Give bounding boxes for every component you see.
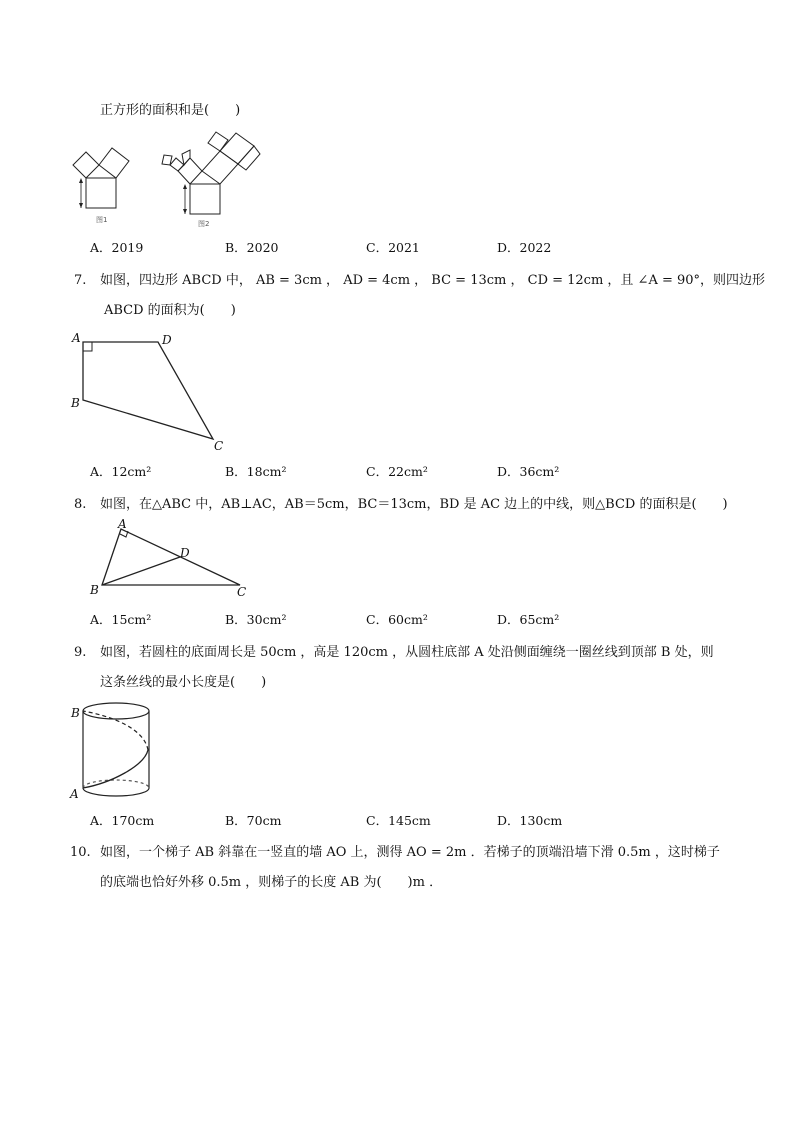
- q9-stem-line1: 如图，若圆柱的底面周长是 50cm ，高是 120cm ，从圆柱底部 A 处沿侧面缠绕一圈丝线到顶部 B 处，则: [100, 645, 714, 660]
- q7-stem-line2: ABCD 的面积为( ): [104, 303, 236, 318]
- q8-option-d: D．65cm²: [497, 612, 560, 627]
- q9-option-c: C．145cm: [366, 813, 431, 828]
- q8-figure-triangle: [84, 516, 254, 600]
- q9-option-d: D．130cm: [497, 813, 563, 828]
- q6-figure-2: [158, 128, 268, 230]
- q8-option-b: B．30cm²: [225, 612, 287, 627]
- q7-option-c: C．22cm²: [366, 464, 428, 479]
- q8-stem-line1: 如图，在△ABC 中，AB⊥AC，AB＝5cm，BC＝13cm，BD 是 AC 边上的中线，则△BCD 的面积是( ): [100, 497, 728, 512]
- q6-option-b: B．2020: [225, 240, 279, 255]
- q7-label-b: B: [71, 396, 80, 410]
- q6-option-c: C．2021: [366, 240, 420, 255]
- q9-stem-line2: 这条丝线的最小长度是( ): [100, 675, 267, 690]
- q7-label-d: D: [162, 333, 172, 347]
- q7-stem-line1: 如图，四边形 ABCD 中， AB = 3cm ， AD = 4cm ， BC = 13cm ， CD = 12cm ，且 ∠A = 90°，则四边形: [100, 273, 766, 288]
- q6-fig2-caption: 图2: [198, 220, 210, 228]
- q6-option-d: D．2022: [497, 240, 552, 255]
- q9-label-b: B: [71, 706, 80, 720]
- q8-number: 8.: [74, 497, 87, 512]
- q9-option-b: B．70cm: [225, 813, 282, 828]
- q8-label-d: D: [180, 546, 190, 560]
- q7-option-d: D．36cm²: [497, 464, 560, 479]
- q9-number: 9.: [74, 645, 87, 660]
- q10-stem-line1: 如图，一个梯子 AB 斜靠在一竖直的墙 AO 上，测得 AO = 2m ．若梯子的顶端沿墙下滑 0.5m ，这时梯子: [100, 845, 720, 860]
- q9-figure-cylinder: [66, 698, 166, 808]
- q6-option-a: A．2019: [90, 240, 144, 255]
- q8-label-a: A: [118, 517, 127, 531]
- q8-label-c: C: [237, 585, 247, 599]
- q7-number: 7.: [74, 273, 87, 288]
- q8-label-b: B: [90, 583, 99, 597]
- q6-fig1-caption: 图1: [96, 216, 108, 224]
- q8-option-c: C．60cm²: [366, 612, 428, 627]
- q6-stem-tail: 正方形的面积和是( ): [100, 103, 241, 118]
- q7-option-b: B．18cm²: [225, 464, 287, 479]
- q7-figure-quadrilateral: [66, 328, 236, 454]
- q10-number: 10.: [70, 845, 91, 860]
- q10-stem-line2: 的底端也恰好外移 0.5m ，则梯子的长度 AB 为( )m ．: [100, 875, 443, 890]
- q8-option-a: A．15cm²: [90, 612, 152, 627]
- q7-label-a: A: [72, 331, 81, 345]
- q6-figure-1: [68, 130, 148, 230]
- q7-label-c: C: [214, 439, 224, 453]
- q9-option-a: A．170cm: [90, 813, 155, 828]
- q7-option-a: A．12cm²: [90, 464, 152, 479]
- q9-label-a: A: [70, 787, 79, 801]
